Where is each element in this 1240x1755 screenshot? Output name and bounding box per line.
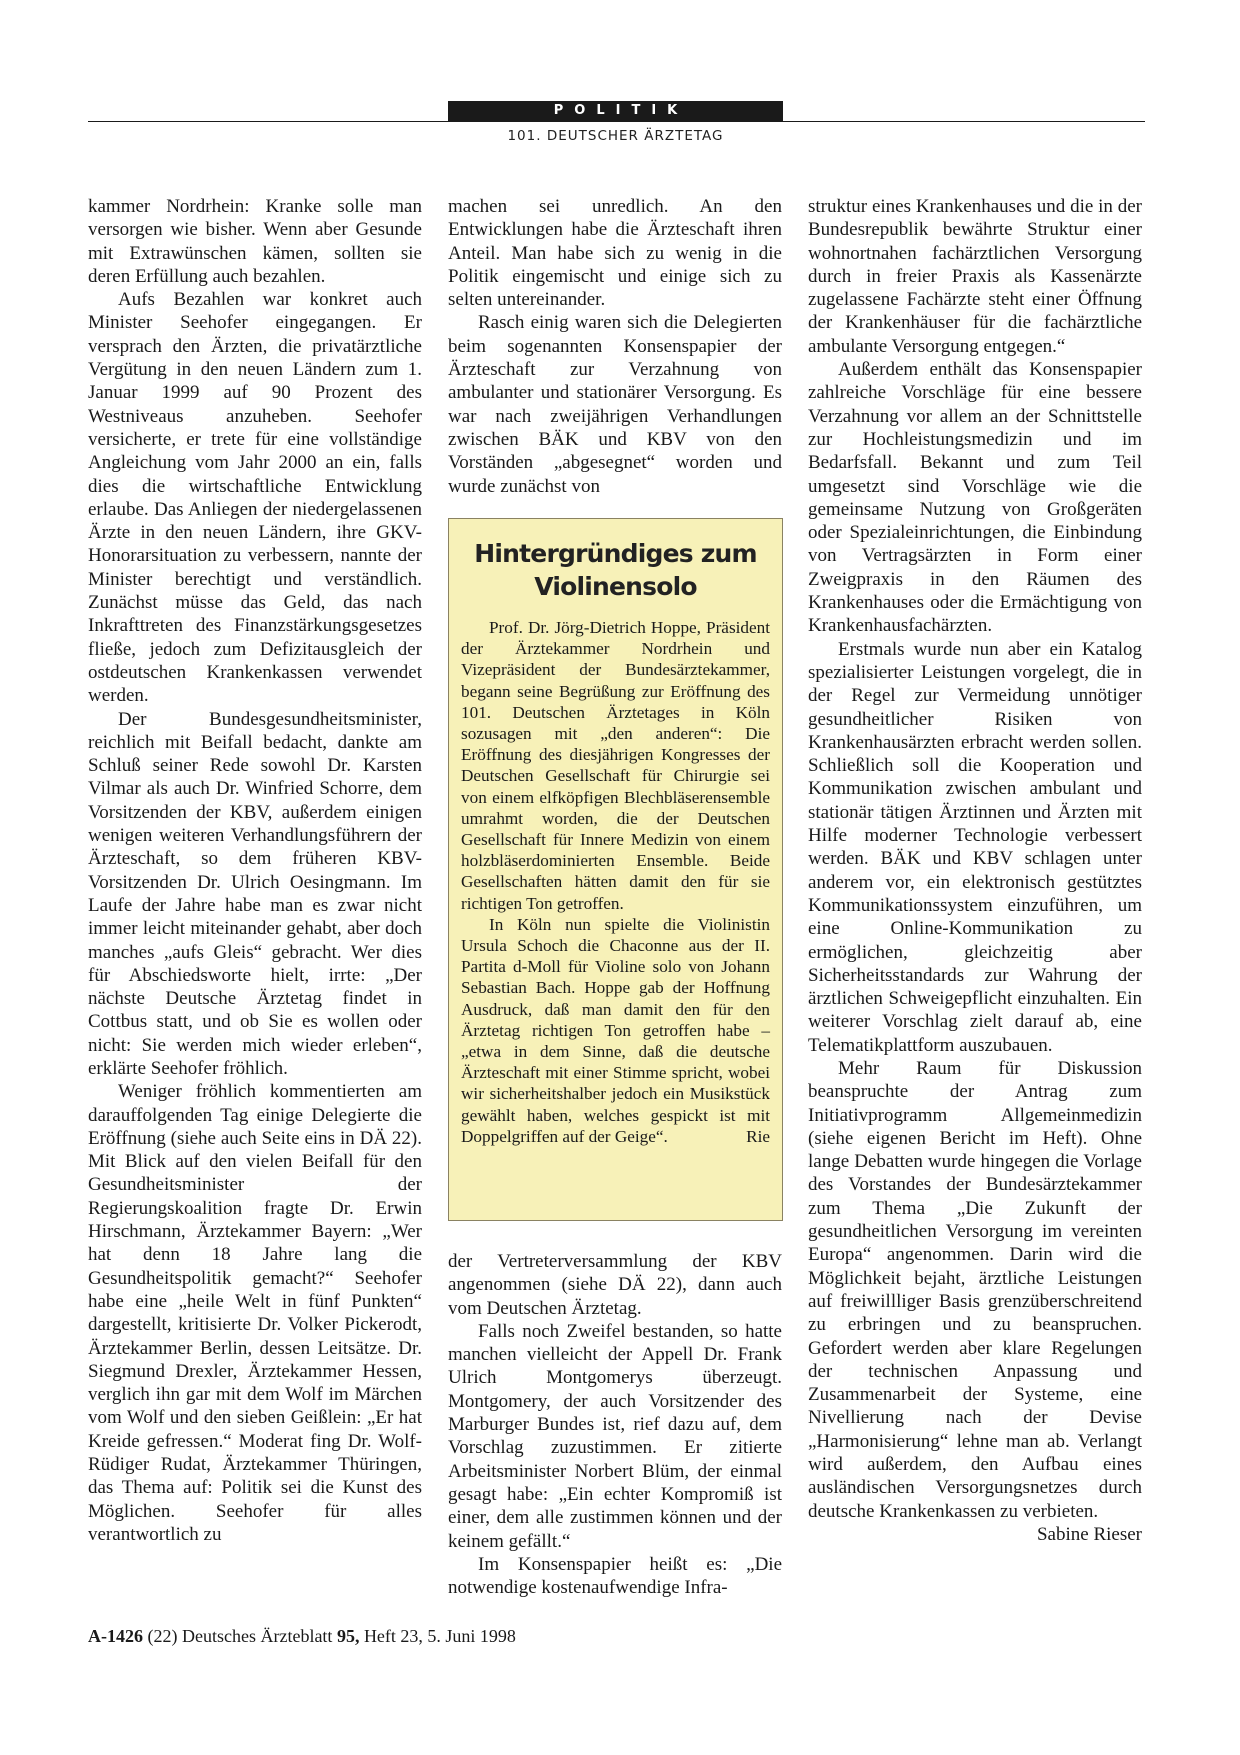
paragraph: Außerdem enthält das Konsenspapier zahlreiche Vorschläge für eine bessere Verzahnung vor allem an der Schnittstelle zur Hochleistungsmedizin und im Bedarfsfall. Bekannt und zum Teil umgesetzt sind Vorschläge wie die gemeinsame Nutzung von Großgeräten oder Spezialeinrichtungen, die Einbindung von Vertragsärzten in Form einer Zweigpraxis in den Räumen des Krankenhauses oder die Ermächtigung von Krankenhausfachärzten. <box>808 359 1142 637</box>
paragraph: Falls noch Zweifel bestanden, so hatte manchen vielleicht der Appell Dr. Frank Ulrich Montgomerys überzeugt. Montgomery, der auch Vorsitzender des Marburger Bundes ist, rief dazu auf, dem Vorschlag zuzustimmen. Er zitierte Arbeitsminister Norbert Blüm, der einmal gesagt habe: „Ein echter Kompromiß ist einer, dem alle zustimmen können und der keinem gefällt.“ <box>448 1320 782 1552</box>
volume-number: 95, <box>336 1626 360 1646</box>
sidebar-paragraph-text: In Köln nun spielte die Violinistin Ursula Schoch die Chaconne aus der II. Partita d-Moll für Violine solo von Johann Sebastian Bach. Hoppe gab der Hoffnung Ausdruck, daß man damit den für den Ärztetag richtigen Ton getroffen habe – „etwa in dem Sinne, daß die deutsche Ärzteschaft mit einer Stimme spricht, wobei wir sicherheitshalber jedoch ein Musikstück gewählt haben, welches gespickt ist mit Doppelgriffen auf der Geige“. <box>461 914 770 1146</box>
page-footer <box>88 1626 516 1647</box>
paragraph: struktur eines Krankenhauses und die in der Bundesrepublik bewährte Struktur einer wohnortnahen fachärztlichen Versorgung durch in freier Praxis als Kassenärzte zugelassene Fachärzte steht einer Öffnung der Krankenhäuser für die fachärztliche ambulante Versorgung entgegen.“ <box>808 196 1142 357</box>
article-column-2-top <box>448 195 782 501</box>
sidebar-box <box>448 518 783 1221</box>
paragraph: Erstmals wurde nun aber ein Katalog spezialisierter Leistungen vorgelegt, die in der Regel zur Vermeidung unnötiger gesundheitlicher Risiken von Krankenhausärzten erbracht werden sollen. Schließlich soll die Kooperation und Kommunikation zwischen ambulant und stationär tätigen Ärztinnen und Ärzten mit Hilfe moderner Technologie verbessert werden. BÄK und KBV schlagen unter anderem vor, ein elektronisch gestütztes Kommunikationssystem einzuführen, um eine Online-Kommunikation zu ermöglichen, gleichzeitig aber Sicherheitsstandards zur Wahrung der ärztlichen Schweigepflicht einzuhalten. Ein weiterer Vorschlag zielt darauf ab, eine Telematikplattform auszubauen. <box>808 638 1142 1056</box>
paragraph: Rasch einig waren sich die Delegierten beim sogenannten Konsenspapier der Ärzteschaft zur Verzahnung von ambulanter und stationärer Versorgung. Es war nach zweijährigen Verhandlungen zwischen BÄK und KBV von den Vorständen „abgesegnet“ worden und wurde zunächst von <box>448 312 782 497</box>
sidebar-title: Hintergründiges zum Violinensolo <box>474 539 757 601</box>
issue-prefix: (22) Deutsches Ärzteblatt <box>147 1626 333 1646</box>
paragraph <box>808 1057 1142 1545</box>
article-author: Sabine Rieser <box>1036 1523 1142 1545</box>
paragraph-text: Mehr Raum für Diskussion beanspruchte der Antrag zum Initiativprogramm Allgemeinmedizin (siehe eigenen Bericht im Heft). Ohne lange Debatten wurde hingegen die Vorlage des Vorstandes der Bundesärztekammer zum Thema „Die Zukunft der gesundheitlichen Versorgung im vereinten Europa“ angenommen. Darin wird die Möglichkeit bejaht, ärztliche Leistungen auf freiwillliger Basis grenzüberschreitend zu erbringen und zu beanspruchen. Gefordert werden aber klare Regelungen der technischen Anpassung und Zusammenarbeit der Systeme, eine Nivellierung nach der Devise „Harmonisierung“ lehne man ab. Verlangt wird außerdem, den Aufbau eines ausländischen Versorgungsnetzes durch deutsche Krankenkassen zu verbieten. <box>808 1057 1142 1522</box>
paragraph: Aufs Bezahlen war konkret auch Minister Seehofer eingegangen. Er versprach den Ärzten, die privatärztliche Vergütung in den neuen Ländern zum 1. Januar 1999 auf 90 Prozent des Westniveaus anzuheben. Seehofer versicherte, er trete für eine vollständige Angleichung vom Jahr 2000 an ein, falls dies die wirtschaftliche Entwicklung erlaube. Das Anliegen der niedergelassenen Ärzte in den neuen Ländern, ihre GKV-Honorarsituation zu verbessern, nannte der Minister berechtigt und verständlich. Zunächst müsse das Geld, das nach Inkrafttreten des Finanzstärkungsgesetzes fließe, jedoch zum Defizitausgleich der ostdeutschen Krankenkassen verwendet werden. <box>88 289 422 707</box>
sidebar-paragraph: Prof. Dr. Jörg-Dietrich Hoppe, Präsident der Ärztekammer Nordrhein und Vizepräsident der Bundesärztekammer, begann seine Begrüßung zur Eröffnung des 101. Deutschen Ärztetages in Köln sozusagen mit „den anderen“: Die Eröffnung des diesjährigen Kongresses der Deutschen Gesellschaft für Chirurgie sei von einem elfköpfigen Blechbläserensemble umrahmt worden, die der Deutschen Gesellschaft für Innere Medizin von einem holzbläserdominierten Ensemble. Beide Gesellschaften hätten damit den für sie richtigen Ton getroffen. <box>461 618 770 913</box>
paragraph: kammer Nordrhein: Kranke solle man versorgen wie bisher. Wenn aber Gesunde mit Extrawünschen kämen, sollten sie deren Erfüllung auch bezahlen. <box>88 196 422 287</box>
article-column-1 <box>88 195 422 1605</box>
sidebar-paragraph <box>461 914 770 1147</box>
paragraph: Der Bundesgesundheitsminister, reichlich mit Beifall bedacht, dankte am Schluß seiner Rede sowohl Dr. Karsten Vilmar als auch Dr. Winfried Schorre, dem Vorsitzenden der KBV, außerdem einigen wenigen weiteren Verhandlungsführern der Ärzteschaft, so dem früheren KBV-Vorsitzenden Dr. Ulrich Oesingmann. Im Laufe der Jahre habe man es zwar nicht immer leicht miteinander gehabt, aber doch manches „aufs Gleis“ gebracht. Wer dies für Abschiedsworte hielt, irrte: „Der nächste Deutsche Ärztetag findet in Cottbus statt, und ob Sie es wollen oder nicht: Sie werden mich wieder erleben“, erklärte Seehofer fröhlich. <box>88 708 422 1079</box>
header-rule <box>88 121 1145 122</box>
paragraph: machen sei unredlich. An den Entwicklungen habe die Ärzteschaft ihren Anteil. Man habe sich zu wenig in die Politik eingemischt und einige sich zu selten untereinander. <box>448 196 782 311</box>
paragraph: Weniger fröhlich kommentierten am darauffolgenden Tag einige Delegierte die Eröffnung (siehe auch Seite eins in DÄ 22). Mit Blick auf den vielen Beifall für den Gesundheitsminister der Regierungskoalition fragte Dr. Erwin Hirschmann, Ärztekammer Bayern: „Wer hat denn 18 Jahre lang die Gesundheitspolitik gemacht?“ Seehofer habe eine „heile Welt in fünf Punkten“ dargestellt, kritisierte Dr. Volker Pickerodt, Ärztekammer Berlin, dessen Leitsätze. Dr. Siegmund Drexler, Ärztekammer Hessen, verglich ihn gar mit dem Wolf im Märchen vom Wolf und den sieben Geißlein: „Er hat Kreide gefressen.“ Moderat fing Dr. Wolf-Rüdiger Rudat, Ärztekammer Thüringen, das Thema auf: Politik sei die Kunst des Möglichen. Seehofer für alles verantwortlich zu <box>88 1081 422 1545</box>
issue-details: Heft 23, 5. Juni 1998 <box>363 1626 516 1646</box>
article-column-3 <box>808 195 1142 1605</box>
section-subtitle: 101. DEUTSCHER ÄRZTETAG <box>507 128 724 144</box>
page-number: A-1426 <box>88 1626 143 1646</box>
paragraph: der Vertreterversammlung der KBV angenommen (siehe DÄ 22), dann auch vom Deutschen Ärztetag. <box>448 1251 782 1319</box>
article-column-2-bottom <box>448 1250 782 1604</box>
sidebar-author: Rie <box>746 1126 770 1146</box>
paragraph: Im Konsenspapier heißt es: „Die notwendige kostenaufwendige Infra- <box>448 1553 782 1599</box>
sidebar-body <box>461 617 770 1147</box>
section-header: POLITIK <box>448 101 783 121</box>
